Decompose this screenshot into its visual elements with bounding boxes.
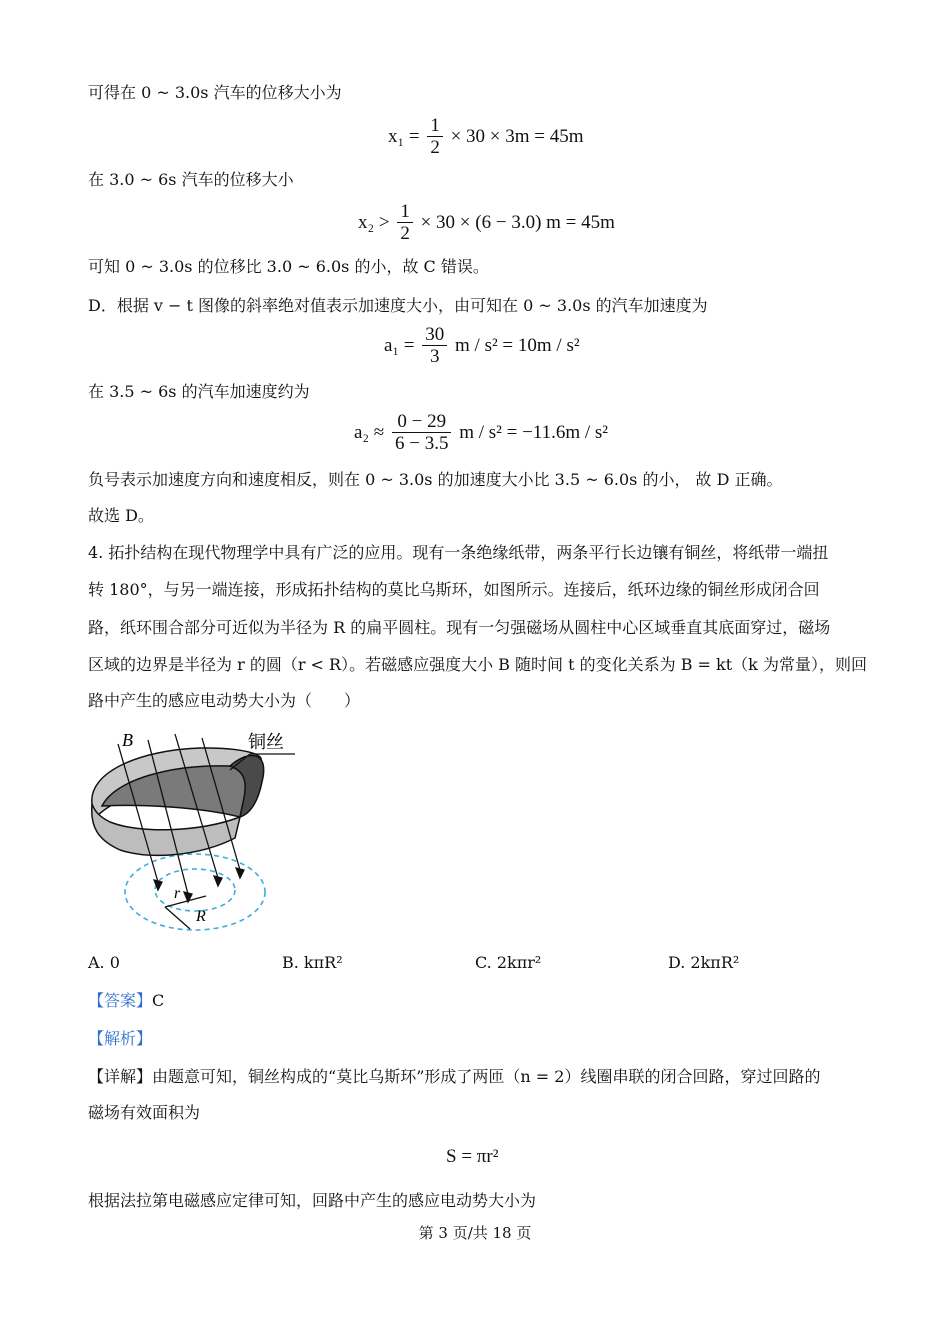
answer-tag: 【答案】 bbox=[88, 991, 153, 1010]
radius-r bbox=[165, 896, 206, 907]
text-line: 根据法拉第电磁感应定律可知，回路中产生的感应电动势大小为 bbox=[88, 1191, 537, 1210]
equation-S: S = πr² bbox=[446, 1146, 499, 1167]
question-line: 转 180°，与另一端连接，形成拓扑结构的莫比乌斯环，如图所示。连接后，纸环边缘的铜丝形成闭合回 bbox=[88, 580, 820, 599]
eq-rhs: m / s² = 10m / s² bbox=[455, 334, 580, 356]
numerator: 30 bbox=[422, 325, 447, 346]
denominator: 2 bbox=[430, 137, 440, 158]
option-b: B. kπR² bbox=[282, 953, 343, 972]
analysis-tag: 【解析】 bbox=[88, 1029, 153, 1048]
text-line: 可得在 0 ~ 3.0s 汽车的位移大小为 bbox=[88, 83, 342, 102]
detail-tag: 【详解】 bbox=[88, 1067, 153, 1086]
fraction bbox=[397, 202, 413, 245]
question-line: 4. 拓扑结构在现代物理学中具有广泛的应用。现有一条绝缘纸带，两条平行长边镶有铜丝，将纸带一端扭 bbox=[88, 543, 829, 562]
eq-lhs: x₁ = bbox=[388, 125, 420, 147]
page-footer: 第 3 页/共 18 页 bbox=[418, 1224, 532, 1242]
eq-rhs: × 30 × 3m = 45m bbox=[450, 125, 584, 147]
eq-rhs: × 30 × (6 − 3.0) m = 45m bbox=[420, 211, 615, 233]
option-a: A. 0 bbox=[88, 953, 120, 972]
numerator: 1 bbox=[397, 202, 413, 223]
fraction bbox=[392, 412, 451, 455]
fraction bbox=[427, 116, 443, 159]
equation-x2 bbox=[358, 202, 615, 245]
numerator: 1 bbox=[427, 116, 443, 137]
denominator: 3 bbox=[430, 346, 440, 367]
detail-line bbox=[88, 1066, 820, 1088]
eq-lhs: a₁ = bbox=[384, 334, 415, 356]
text-line: 在 3.5 ~ 6s 的汽车加速度约为 bbox=[88, 382, 310, 401]
text-line: 磁场有效面积为 bbox=[88, 1103, 201, 1122]
detail-text: 由题意可知，铜丝构成的“莫比乌斯环”形成了两匝（n = 2）线圈串联的闭合回路，穿过回路的 bbox=[152, 1067, 821, 1086]
eq-lhs: x₂ > bbox=[358, 211, 390, 233]
equation-a2 bbox=[354, 412, 608, 455]
copper-label: 铜丝 bbox=[248, 732, 284, 752]
fraction bbox=[422, 325, 447, 368]
answer-line bbox=[88, 990, 164, 1012]
denominator: 2 bbox=[400, 223, 410, 244]
equation-a1 bbox=[384, 325, 580, 368]
label-r: r bbox=[174, 885, 181, 902]
text-line: 在 3.0 ~ 6s 汽车的位移大小 bbox=[88, 170, 294, 189]
text-line: 可知 0 ~ 3.0s 的位移比 3.0 ~ 6.0s 的小，故 C 错误。 bbox=[88, 257, 489, 276]
inner-dashed-circle bbox=[155, 869, 235, 911]
mobius-figure bbox=[80, 722, 320, 942]
numerator: 0 − 29 bbox=[392, 412, 451, 433]
text-line: 故选 D。 bbox=[88, 506, 154, 525]
eq-lhs: a₂ ≈ bbox=[354, 421, 385, 443]
answer-value: C bbox=[152, 991, 165, 1010]
option-d: D. 2kπR² bbox=[668, 953, 740, 972]
label-B: B bbox=[122, 730, 133, 750]
text-line: 负号表示加速度方向和速度相反，则在 0 ~ 3.0s 的加速度大小比 3.5 ~ 6.0s 的小， 故 D 正确。 bbox=[88, 470, 783, 489]
text-line: D．根据 v − t 图像的斜率绝对值表示加速度大小，由可知在 0 ~ 3.0s 的汽车加速度为 bbox=[88, 296, 708, 315]
label-R: R bbox=[196, 908, 206, 925]
analysis-line bbox=[88, 1028, 152, 1050]
eq-rhs: m / s² = −11.6m / s² bbox=[459, 421, 608, 443]
question-line: 区域的边界是半径为 r 的圆（r < R）。若磁感应强度大小 B 随时间 t 的变化关系为 B = kt（k 为常量），则回 bbox=[88, 655, 867, 674]
option-c: C. 2kπr² bbox=[475, 953, 542, 972]
question-line: 路中产生的感应电动势大小为（ ） bbox=[88, 691, 361, 710]
question-line: 路，纸环围合部分可近似为半径为 R 的扁平圆柱。现有一匀强磁场从圆柱中心区域垂直其底面穿过，磁场 bbox=[88, 618, 831, 637]
denominator: 6 − 3.5 bbox=[395, 433, 449, 454]
equation-x1 bbox=[388, 116, 584, 159]
outer-dashed-circle bbox=[125, 854, 265, 930]
